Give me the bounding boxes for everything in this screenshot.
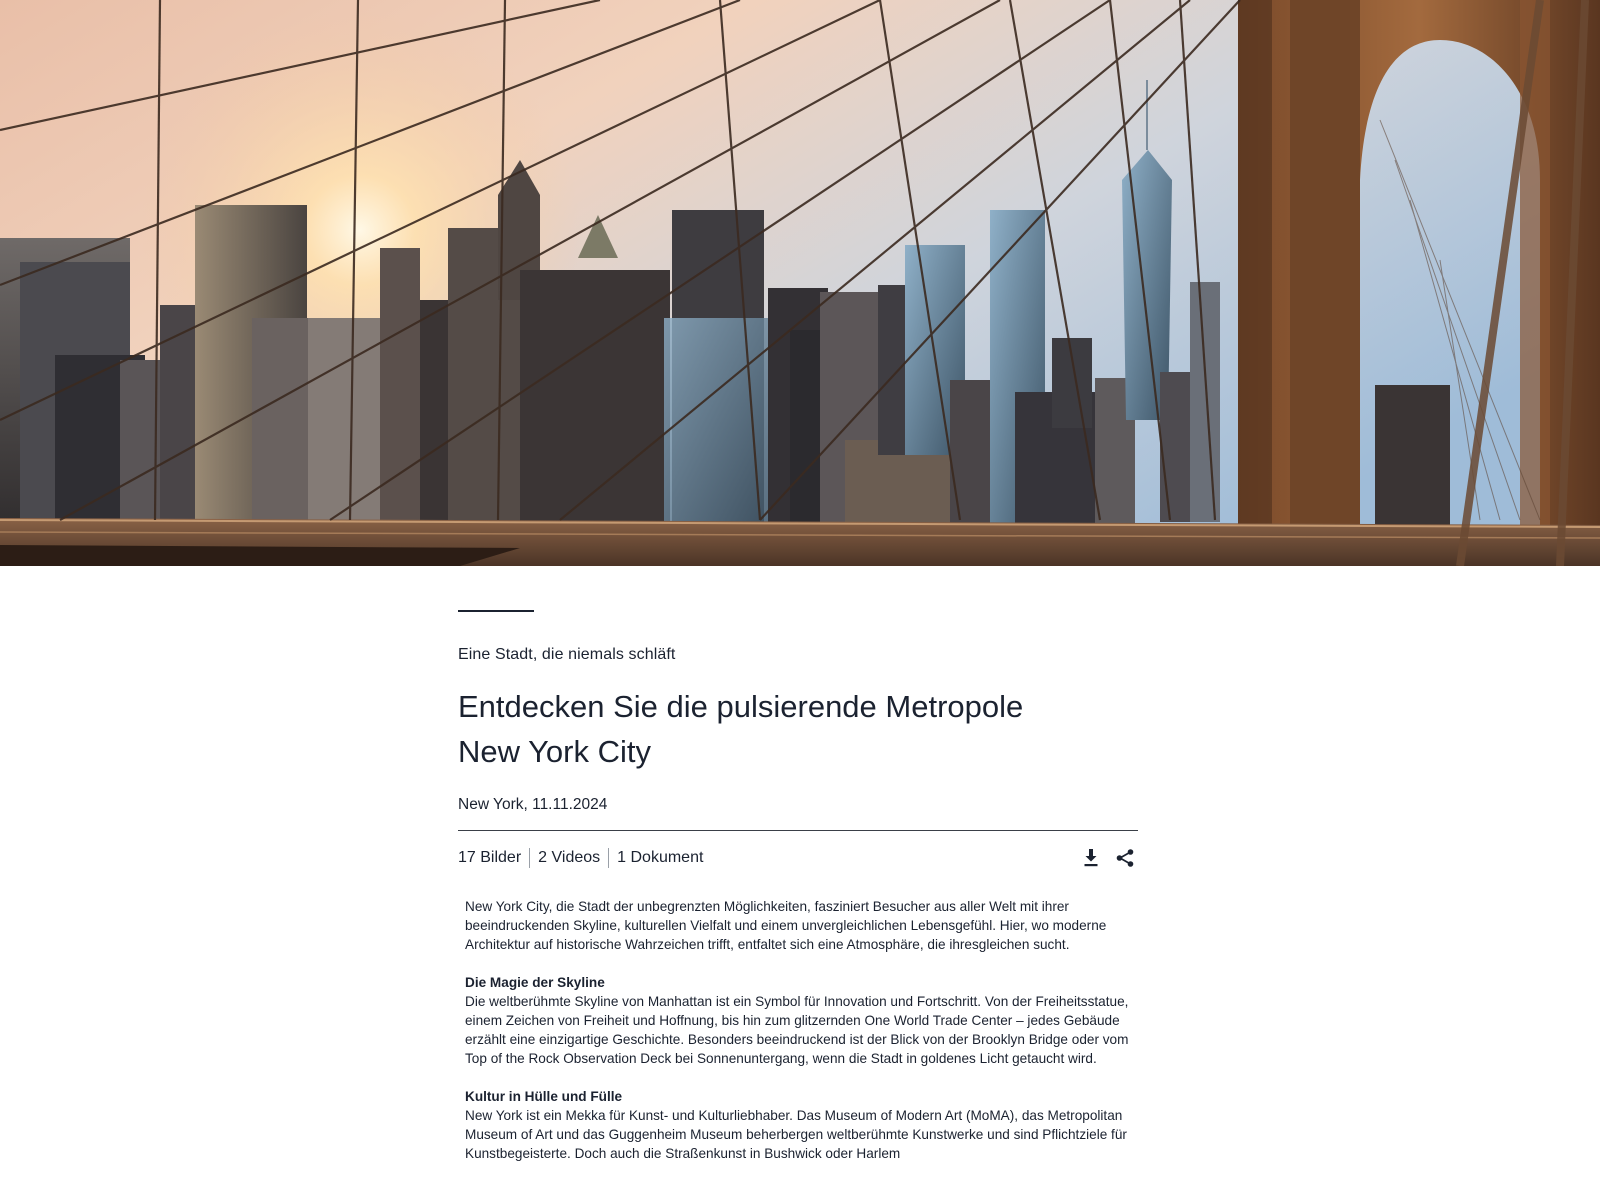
download-icon[interactable]	[1080, 847, 1102, 869]
section-text: Die weltberühmte Skyline von Manhattan ist ein Symbol für Innovation und Fortschritt. Von der Freiheitsstatue, einem Zeichen von Freiheit und Hoffnung, bis hin zum glitzernden One World Trade Center – jedes Gebäude erzählt eine einzigartige Geschichte. Besonders beeindruckend ist der Blick von der Brooklyn Bridge oder vom Top of the Rock Observation Deck bei Sonnenuntergang, wenn die Stadt in goldenes Licht getaucht wird.	[465, 994, 1129, 1066]
accent-divider	[458, 610, 534, 612]
media-counts	[458, 848, 711, 868]
images-count-link[interactable]: 17 Bilder	[458, 849, 522, 866]
article	[458, 610, 1138, 1182]
hero-image	[0, 0, 1600, 566]
article-section	[465, 1087, 1130, 1163]
section-title: Kultur in Hülle und Fülle	[465, 1089, 623, 1104]
media-summary-row	[458, 831, 1138, 885]
article-intro: New York City, die Stadt der unbegrenzten Möglichkeiten, fasziniert Besucher aus aller Welt mit ihrer beeindruckenden Skyline, kulturellen Vielfalt und einem unvergleichlichen Lebensgefühl. Hier, wo moderne Architektur auf historische Wahrzeichen trifft, entfaltet sich eine Atmosphäre, die ihresgleichen sucht.	[465, 899, 1107, 952]
article-body	[458, 885, 1138, 1163]
videos-count-link[interactable]: 2 Videos	[538, 849, 601, 866]
article-dateline: New York, 11.11.2024	[458, 796, 608, 813]
section-title: Die Magie der Skyline	[465, 975, 605, 990]
share-icon[interactable]	[1114, 847, 1136, 869]
article-kicker: Eine Stadt, die niemals schläft	[458, 646, 676, 663]
headline-line-1: Entdecken Sie die pulsierende Metropole	[458, 689, 1024, 724]
skyline-photo	[0, 0, 1600, 566]
headline-line-2: New York City	[458, 734, 651, 769]
documents-count-link[interactable]: 1 Dokument	[617, 849, 704, 866]
article-section	[465, 973, 1130, 1068]
article-headline	[458, 684, 1138, 774]
bridge-deck	[0, 518, 1600, 566]
article-actions	[1080, 847, 1138, 869]
section-text: New York ist ein Mekka für Kunst- und Kulturliebhaber. Das Museum of Modern Art (MoMA), das Metropolitan Museum of Art und das Guggenheim Museum beherbergen weltberühmte Kunstwerke und sind Pflichtziele für Kunstbegeisterte. Doch auch die Straßenkunst in Bushwick oder Harlem	[465, 1108, 1127, 1161]
